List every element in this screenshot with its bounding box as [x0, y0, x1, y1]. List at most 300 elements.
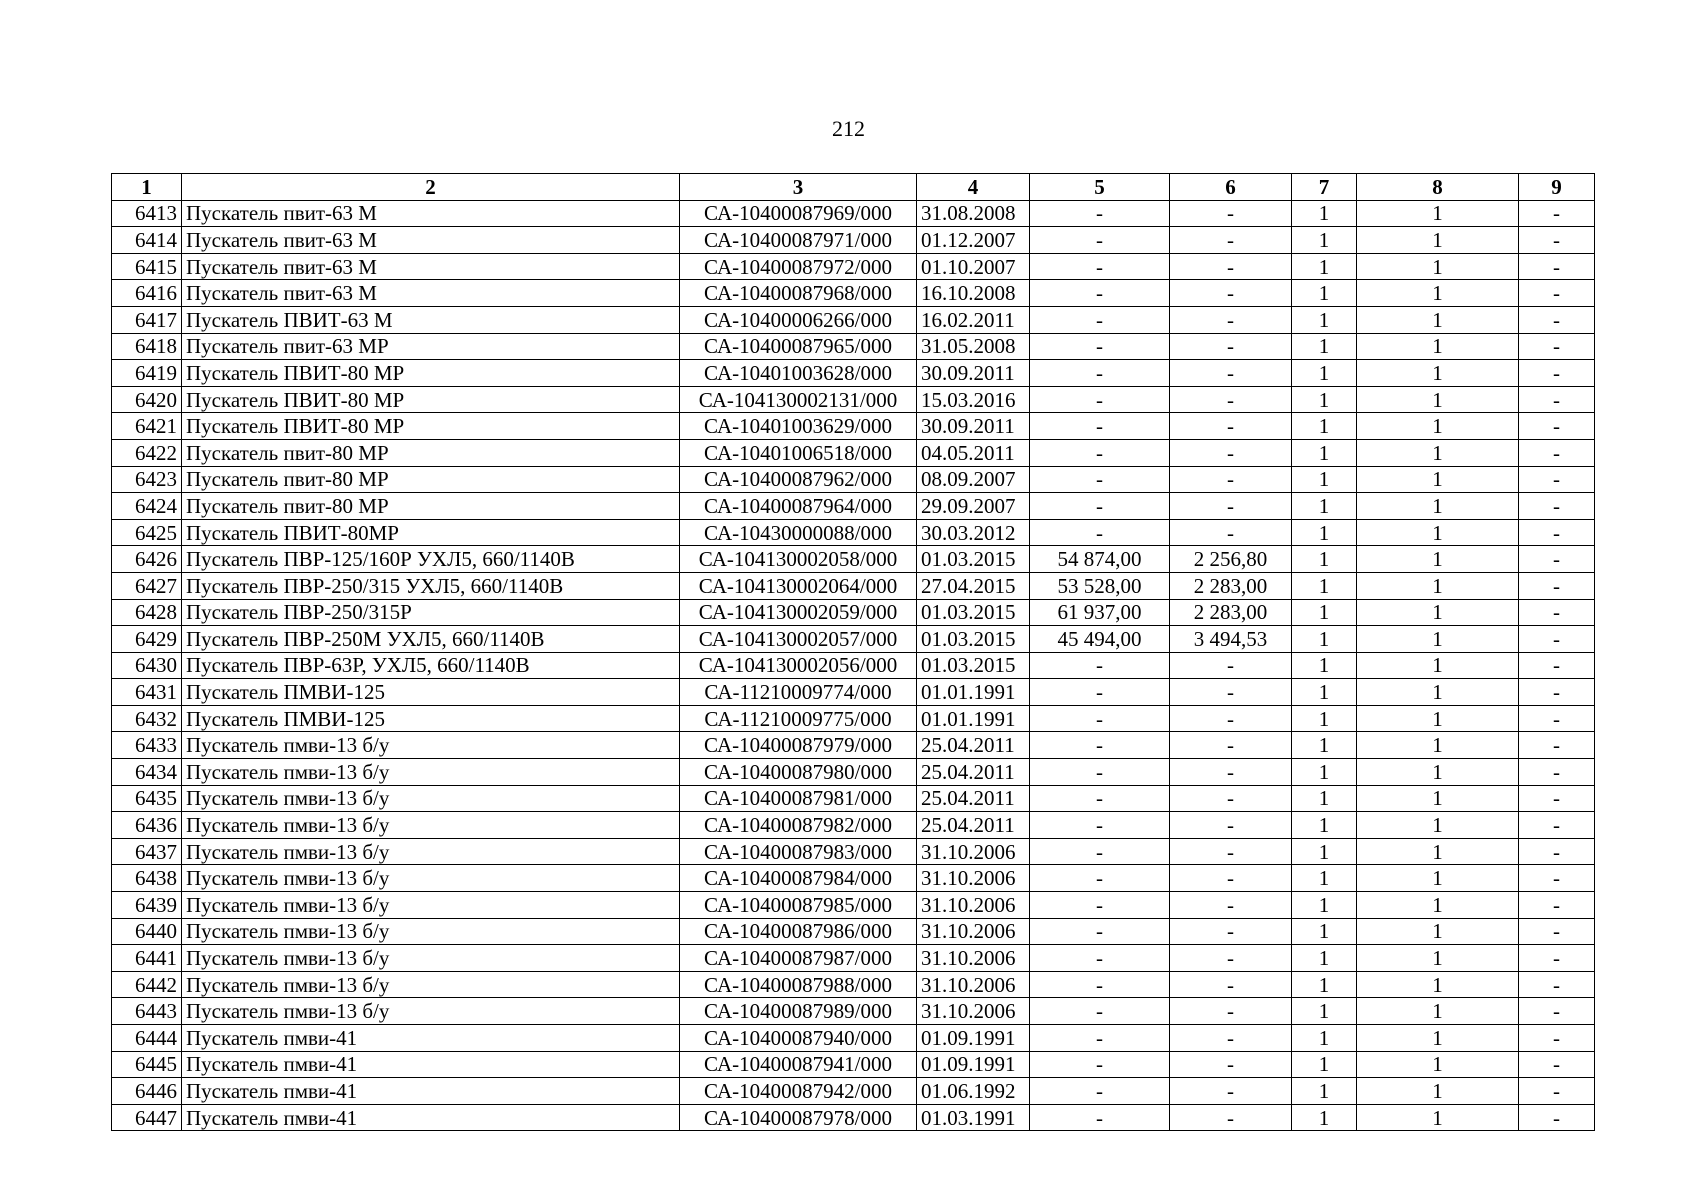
table-row [112, 679, 1595, 706]
value-col-9-cell: - [1519, 439, 1595, 466]
quantity-col-7-cell: 1 [1292, 626, 1357, 653]
header-col-6: 6 [1170, 174, 1292, 201]
date-cell: 01.03.2015 [917, 652, 1030, 679]
table-row [112, 572, 1595, 599]
item-name-cell: Пускатель пмви-13 б/у [182, 971, 680, 998]
value-col-5-cell: - [1030, 333, 1170, 360]
row-number-cell: 6432 [112, 705, 182, 732]
quantity-col-7-cell: 1 [1292, 386, 1357, 413]
value-col-6-cell: - [1170, 652, 1292, 679]
row-number-cell: 6443 [112, 998, 182, 1025]
item-name-cell: Пускатель пвит-63 М [182, 200, 680, 227]
quantity-col-8-cell: 1 [1357, 306, 1519, 333]
value-col-5-cell: - [1030, 1051, 1170, 1078]
table-row [112, 333, 1595, 360]
quantity-col-7-cell: 1 [1292, 892, 1357, 919]
table-row [112, 200, 1595, 227]
row-number-cell: 6427 [112, 572, 182, 599]
item-name-cell: Пускатель пмви-13 б/у [182, 838, 680, 865]
inventory-code-cell: СА-10400087987/000 [680, 945, 917, 972]
row-number-cell: 6436 [112, 812, 182, 839]
quantity-col-8-cell: 1 [1357, 1025, 1519, 1052]
value-col-9-cell: - [1519, 971, 1595, 998]
table-row [112, 466, 1595, 493]
table-row [112, 599, 1595, 626]
date-cell: 31.05.2008 [917, 333, 1030, 360]
header-col-9: 9 [1519, 174, 1595, 201]
value-col-5-cell: 54 874,00 [1030, 546, 1170, 573]
item-name-cell: Пускатель пвит-63 МР [182, 333, 680, 360]
quantity-col-7-cell: 1 [1292, 493, 1357, 520]
value-col-6-cell: - [1170, 519, 1292, 546]
value-col-5-cell: - [1030, 413, 1170, 440]
date-cell: 01.03.2015 [917, 599, 1030, 626]
date-cell: 29.09.2007 [917, 493, 1030, 520]
header-col-3: 3 [680, 174, 917, 201]
value-col-6-cell: - [1170, 386, 1292, 413]
value-col-6-cell: - [1170, 971, 1292, 998]
quantity-col-7-cell: 1 [1292, 918, 1357, 945]
header-col-2: 2 [182, 174, 680, 201]
table-row [112, 652, 1595, 679]
value-col-5-cell: - [1030, 998, 1170, 1025]
date-cell: 31.08.2008 [917, 200, 1030, 227]
value-col-9-cell: - [1519, 892, 1595, 919]
table-row [112, 360, 1595, 387]
value-col-6-cell: - [1170, 812, 1292, 839]
value-col-5-cell: - [1030, 865, 1170, 892]
date-cell: 01.10.2007 [917, 253, 1030, 280]
inventory-code-cell: СА-10400087986/000 [680, 918, 917, 945]
quantity-col-7-cell: 1 [1292, 998, 1357, 1025]
value-col-6-cell: - [1170, 759, 1292, 786]
value-col-9-cell: - [1519, 679, 1595, 706]
row-number-cell: 6429 [112, 626, 182, 653]
inventory-code-cell: СА-10400087942/000 [680, 1078, 917, 1105]
value-col-6-cell: - [1170, 838, 1292, 865]
value-col-5-cell: 53 528,00 [1030, 572, 1170, 599]
value-col-6-cell: - [1170, 1025, 1292, 1052]
row-number-cell: 6431 [112, 679, 182, 706]
value-col-9-cell: - [1519, 280, 1595, 307]
quantity-col-7-cell: 1 [1292, 572, 1357, 599]
row-number-cell: 6415 [112, 253, 182, 280]
inventory-code-cell: СА-11210009775/000 [680, 705, 917, 732]
item-name-cell: Пускатель ПВИТ-80 МР [182, 413, 680, 440]
row-number-cell: 6423 [112, 466, 182, 493]
item-name-cell: Пускатель пмви-41 [182, 1078, 680, 1105]
table-row [112, 253, 1595, 280]
quantity-col-8-cell: 1 [1357, 413, 1519, 440]
table-row [112, 546, 1595, 573]
value-col-6-cell: - [1170, 1051, 1292, 1078]
quantity-col-8-cell: 1 [1357, 519, 1519, 546]
table-row [112, 1104, 1595, 1131]
value-col-9-cell: - [1519, 333, 1595, 360]
value-col-6-cell: - [1170, 439, 1292, 466]
value-col-9-cell: - [1519, 705, 1595, 732]
quantity-col-8-cell: 1 [1357, 945, 1519, 972]
value-col-6-cell: 2 256,80 [1170, 546, 1292, 573]
quantity-col-8-cell: 1 [1357, 865, 1519, 892]
date-cell: 25.04.2011 [917, 785, 1030, 812]
quantity-col-8-cell: 1 [1357, 280, 1519, 307]
value-col-9-cell: - [1519, 1104, 1595, 1131]
inventory-code-cell: СА-10401003628/000 [680, 360, 917, 387]
date-cell: 31.10.2006 [917, 892, 1030, 919]
inventory-code-cell: СА-10430000088/000 [680, 519, 917, 546]
row-number-cell: 6419 [112, 360, 182, 387]
table-row [112, 945, 1595, 972]
date-cell: 04.05.2011 [917, 439, 1030, 466]
item-name-cell: Пускатель пмви-13 б/у [182, 759, 680, 786]
date-cell: 01.03.2015 [917, 626, 1030, 653]
value-col-6-cell: - [1170, 333, 1292, 360]
quantity-col-8-cell: 1 [1357, 1104, 1519, 1131]
inventory-code-cell: СА-10400087965/000 [680, 333, 917, 360]
quantity-col-8-cell: 1 [1357, 493, 1519, 520]
item-name-cell: Пускатель пмви-13 б/у [182, 732, 680, 759]
quantity-col-8-cell: 1 [1357, 1051, 1519, 1078]
item-name-cell: Пускатель пмви-13 б/у [182, 812, 680, 839]
value-col-9-cell: - [1519, 493, 1595, 520]
item-name-cell: Пускатель пмви-41 [182, 1025, 680, 1052]
row-number-cell: 6440 [112, 918, 182, 945]
table-row [112, 1025, 1595, 1052]
quantity-col-7-cell: 1 [1292, 200, 1357, 227]
item-name-cell: Пускатель ПМВИ-125 [182, 705, 680, 732]
value-col-9-cell: - [1519, 546, 1595, 573]
quantity-col-7-cell: 1 [1292, 652, 1357, 679]
value-col-9-cell: - [1519, 945, 1595, 972]
value-col-9-cell: - [1519, 360, 1595, 387]
value-col-5-cell: - [1030, 732, 1170, 759]
row-number-cell: 6421 [112, 413, 182, 440]
value-col-6-cell: - [1170, 892, 1292, 919]
row-number-cell: 6442 [112, 971, 182, 998]
value-col-5-cell: - [1030, 1104, 1170, 1131]
item-name-cell: Пускатель пвит-63 М [182, 280, 680, 307]
row-number-cell: 6420 [112, 386, 182, 413]
value-col-5-cell: - [1030, 227, 1170, 254]
item-name-cell: Пускатель ПВР-250/315Р [182, 599, 680, 626]
item-name-cell: Пускатель ПВР-250М УХЛ5, 660/1140В [182, 626, 680, 653]
date-cell: 01.01.1991 [917, 705, 1030, 732]
row-number-cell: 6413 [112, 200, 182, 227]
item-name-cell: Пускатель пмви-13 б/у [182, 998, 680, 1025]
inventory-code-cell: СА-10400087964/000 [680, 493, 917, 520]
inventory-code-cell: СА-10400087940/000 [680, 1025, 917, 1052]
item-name-cell: Пускатель ПВР-125/160Р УХЛ5, 660/1140В [182, 546, 680, 573]
inventory-code-cell: СА-104130002059/000 [680, 599, 917, 626]
table-row [112, 1078, 1595, 1105]
value-col-5-cell: - [1030, 200, 1170, 227]
value-col-6-cell: 2 283,00 [1170, 599, 1292, 626]
value-col-5-cell: - [1030, 918, 1170, 945]
table-row [112, 439, 1595, 466]
item-name-cell: Пускатель пмви-13 б/у [182, 918, 680, 945]
item-name-cell: Пускатель пмви-13 б/у [182, 945, 680, 972]
value-col-5-cell: - [1030, 280, 1170, 307]
header-col-4: 4 [917, 174, 1030, 201]
value-col-6-cell: - [1170, 200, 1292, 227]
value-col-6-cell: - [1170, 705, 1292, 732]
value-col-9-cell: - [1519, 519, 1595, 546]
value-col-5-cell: - [1030, 945, 1170, 972]
item-name-cell: Пускатель пмви-13 б/у [182, 785, 680, 812]
inventory-code-cell: СА-104130002064/000 [680, 572, 917, 599]
quantity-col-7-cell: 1 [1292, 439, 1357, 466]
value-col-9-cell: - [1519, 812, 1595, 839]
quantity-col-8-cell: 1 [1357, 971, 1519, 998]
date-cell: 16.10.2008 [917, 280, 1030, 307]
inventory-code-cell: СА-10400087980/000 [680, 759, 917, 786]
value-col-6-cell: - [1170, 1078, 1292, 1105]
inventory-code-cell: СА-104130002131/000 [680, 386, 917, 413]
value-col-5-cell: - [1030, 253, 1170, 280]
quantity-col-7-cell: 1 [1292, 759, 1357, 786]
item-name-cell: Пускатель ПВР-250/315 УХЛ5, 660/1140В [182, 572, 680, 599]
value-col-6-cell: - [1170, 945, 1292, 972]
value-col-9-cell: - [1519, 227, 1595, 254]
header-row [112, 174, 1595, 201]
quantity-col-8-cell: 1 [1357, 333, 1519, 360]
quantity-col-7-cell: 1 [1292, 227, 1357, 254]
quantity-col-8-cell: 1 [1357, 227, 1519, 254]
quantity-col-7-cell: 1 [1292, 705, 1357, 732]
value-col-5-cell: - [1030, 360, 1170, 387]
quantity-col-7-cell: 1 [1292, 546, 1357, 573]
quantity-col-7-cell: 1 [1292, 1051, 1357, 1078]
inventory-code-cell: СА-104130002056/000 [680, 652, 917, 679]
row-number-cell: 6425 [112, 519, 182, 546]
inventory-code-cell: СА-10400087969/000 [680, 200, 917, 227]
table-row [112, 705, 1595, 732]
quantity-col-7-cell: 1 [1292, 971, 1357, 998]
date-cell: 30.03.2012 [917, 519, 1030, 546]
inventory-code-cell: СА-10400087982/000 [680, 812, 917, 839]
value-col-5-cell: - [1030, 519, 1170, 546]
date-cell: 27.04.2015 [917, 572, 1030, 599]
value-col-9-cell: - [1519, 652, 1595, 679]
value-col-6-cell: - [1170, 918, 1292, 945]
row-number-cell: 6424 [112, 493, 182, 520]
table-row [112, 306, 1595, 333]
quantity-col-8-cell: 1 [1357, 386, 1519, 413]
quantity-col-7-cell: 1 [1292, 945, 1357, 972]
value-col-9-cell: - [1519, 466, 1595, 493]
table-row [112, 785, 1595, 812]
table-row [112, 865, 1595, 892]
date-cell: 01.09.1991 [917, 1025, 1030, 1052]
date-cell: 15.03.2016 [917, 386, 1030, 413]
value-col-6-cell: - [1170, 280, 1292, 307]
value-col-5-cell: - [1030, 439, 1170, 466]
value-col-6-cell: - [1170, 360, 1292, 387]
quantity-col-8-cell: 1 [1357, 652, 1519, 679]
value-col-5-cell: - [1030, 892, 1170, 919]
inventory-code-cell: СА-11210009774/000 [680, 679, 917, 706]
table-row [112, 280, 1595, 307]
quantity-col-7-cell: 1 [1292, 519, 1357, 546]
value-col-6-cell: - [1170, 785, 1292, 812]
inventory-code-cell: СА-10400087962/000 [680, 466, 917, 493]
value-col-5-cell: - [1030, 705, 1170, 732]
value-col-9-cell: - [1519, 759, 1595, 786]
value-col-6-cell: - [1170, 413, 1292, 440]
quantity-col-7-cell: 1 [1292, 785, 1357, 812]
quantity-col-7-cell: 1 [1292, 865, 1357, 892]
value-col-6-cell: - [1170, 865, 1292, 892]
row-number-cell: 6441 [112, 945, 182, 972]
inventory-code-cell: СА-10400087981/000 [680, 785, 917, 812]
quantity-col-8-cell: 1 [1357, 812, 1519, 839]
quantity-col-8-cell: 1 [1357, 838, 1519, 865]
item-name-cell: Пускатель пвит-80 МР [182, 439, 680, 466]
date-cell: 01.01.1991 [917, 679, 1030, 706]
quantity-col-8-cell: 1 [1357, 253, 1519, 280]
item-name-cell: Пускатель ПВИТ-80МР [182, 519, 680, 546]
quantity-col-7-cell: 1 [1292, 413, 1357, 440]
value-col-9-cell: - [1519, 413, 1595, 440]
table-body [112, 200, 1595, 1131]
quantity-col-8-cell: 1 [1357, 546, 1519, 573]
value-col-9-cell: - [1519, 865, 1595, 892]
item-name-cell: Пускатель ПВР-63Р, УХЛ5, 660/1140В [182, 652, 680, 679]
item-name-cell: Пускатель ПВИТ-80 МР [182, 386, 680, 413]
inventory-code-cell: СА-10400087988/000 [680, 971, 917, 998]
item-name-cell: Пускатель ПМВИ-125 [182, 679, 680, 706]
quantity-col-7-cell: 1 [1292, 1104, 1357, 1131]
item-name-cell: Пускатель пвит-63 М [182, 227, 680, 254]
value-col-9-cell: - [1519, 253, 1595, 280]
value-col-9-cell: - [1519, 785, 1595, 812]
quantity-col-7-cell: 1 [1292, 306, 1357, 333]
inventory-code-cell: СА-10400087985/000 [680, 892, 917, 919]
row-number-cell: 6422 [112, 439, 182, 466]
item-name-cell: Пускатель пмви-13 б/у [182, 865, 680, 892]
row-number-cell: 6444 [112, 1025, 182, 1052]
value-col-9-cell: - [1519, 306, 1595, 333]
value-col-5-cell: - [1030, 1025, 1170, 1052]
row-number-cell: 6447 [112, 1104, 182, 1131]
date-cell: 31.10.2006 [917, 998, 1030, 1025]
header-col-1: 1 [112, 174, 182, 201]
row-number-cell: 6437 [112, 838, 182, 865]
inventory-code-cell: СА-10400087983/000 [680, 838, 917, 865]
date-cell: 31.10.2006 [917, 945, 1030, 972]
table-row [112, 732, 1595, 759]
value-col-5-cell: - [1030, 1078, 1170, 1105]
row-number-cell: 6426 [112, 546, 182, 573]
table-row [112, 1051, 1595, 1078]
table-row [112, 386, 1595, 413]
date-cell: 31.10.2006 [917, 971, 1030, 998]
table-row [112, 493, 1595, 520]
page-number: 212 [832, 116, 865, 141]
inventory-code-cell: СА-10400087978/000 [680, 1104, 917, 1131]
inventory-code-cell: СА-104130002057/000 [680, 626, 917, 653]
row-number-cell: 6418 [112, 333, 182, 360]
header-col-7: 7 [1292, 174, 1357, 201]
date-cell: 30.09.2011 [917, 360, 1030, 387]
value-col-9-cell: - [1519, 838, 1595, 865]
row-number-cell: 6430 [112, 652, 182, 679]
value-col-9-cell: - [1519, 1078, 1595, 1105]
value-col-6-cell: - [1170, 306, 1292, 333]
date-cell: 31.10.2006 [917, 865, 1030, 892]
value-col-9-cell: - [1519, 732, 1595, 759]
value-col-6-cell: - [1170, 227, 1292, 254]
date-cell: 01.03.1991 [917, 1104, 1030, 1131]
value-col-5-cell: - [1030, 386, 1170, 413]
quantity-col-8-cell: 1 [1357, 705, 1519, 732]
item-name-cell: Пускатель пмви-41 [182, 1051, 680, 1078]
table-row [112, 626, 1595, 653]
item-name-cell: Пускатель пмви-41 [182, 1104, 680, 1131]
quantity-col-7-cell: 1 [1292, 838, 1357, 865]
inventory-code-cell: СА-10400087968/000 [680, 280, 917, 307]
date-cell: 16.02.2011 [917, 306, 1030, 333]
quantity-col-8-cell: 1 [1357, 892, 1519, 919]
inventory-table [111, 173, 1595, 1131]
quantity-col-7-cell: 1 [1292, 679, 1357, 706]
row-number-cell: 6428 [112, 599, 182, 626]
value-col-6-cell: 3 494,53 [1170, 626, 1292, 653]
quantity-col-7-cell: 1 [1292, 812, 1357, 839]
quantity-col-8-cell: 1 [1357, 679, 1519, 706]
value-col-9-cell: - [1519, 1025, 1595, 1052]
value-col-6-cell: - [1170, 732, 1292, 759]
header-col-8: 8 [1357, 174, 1519, 201]
quantity-col-8-cell: 1 [1357, 732, 1519, 759]
value-col-6-cell: - [1170, 679, 1292, 706]
table-row [112, 892, 1595, 919]
value-col-9-cell: - [1519, 599, 1595, 626]
quantity-col-8-cell: 1 [1357, 785, 1519, 812]
inventory-code-cell: СА-10400006266/000 [680, 306, 917, 333]
inventory-code-cell: СА-10400087979/000 [680, 732, 917, 759]
table-row [112, 519, 1595, 546]
quantity-col-7-cell: 1 [1292, 599, 1357, 626]
row-number-cell: 6439 [112, 892, 182, 919]
quantity-col-8-cell: 1 [1357, 626, 1519, 653]
date-cell: 01.03.2015 [917, 546, 1030, 573]
table-row [112, 918, 1595, 945]
table-row [112, 413, 1595, 440]
value-col-5-cell: - [1030, 679, 1170, 706]
table-row [112, 759, 1595, 786]
quantity-col-8-cell: 1 [1357, 466, 1519, 493]
quantity-col-8-cell: 1 [1357, 439, 1519, 466]
quantity-col-7-cell: 1 [1292, 360, 1357, 387]
value-col-5-cell: - [1030, 759, 1170, 786]
date-cell: 25.04.2011 [917, 759, 1030, 786]
value-col-5-cell: 61 937,00 [1030, 599, 1170, 626]
value-col-5-cell: - [1030, 493, 1170, 520]
table-row [112, 812, 1595, 839]
value-col-5-cell: - [1030, 838, 1170, 865]
quantity-col-8-cell: 1 [1357, 759, 1519, 786]
inventory-code-cell: СА-10400087971/000 [680, 227, 917, 254]
value-col-9-cell: - [1519, 572, 1595, 599]
quantity-col-8-cell: 1 [1357, 360, 1519, 387]
value-col-5-cell: - [1030, 812, 1170, 839]
item-name-cell: Пускатель пвит-80 МР [182, 466, 680, 493]
date-cell: 31.10.2006 [917, 838, 1030, 865]
inventory-code-cell: СА-10401006518/000 [680, 439, 917, 466]
value-col-5-cell: - [1030, 652, 1170, 679]
